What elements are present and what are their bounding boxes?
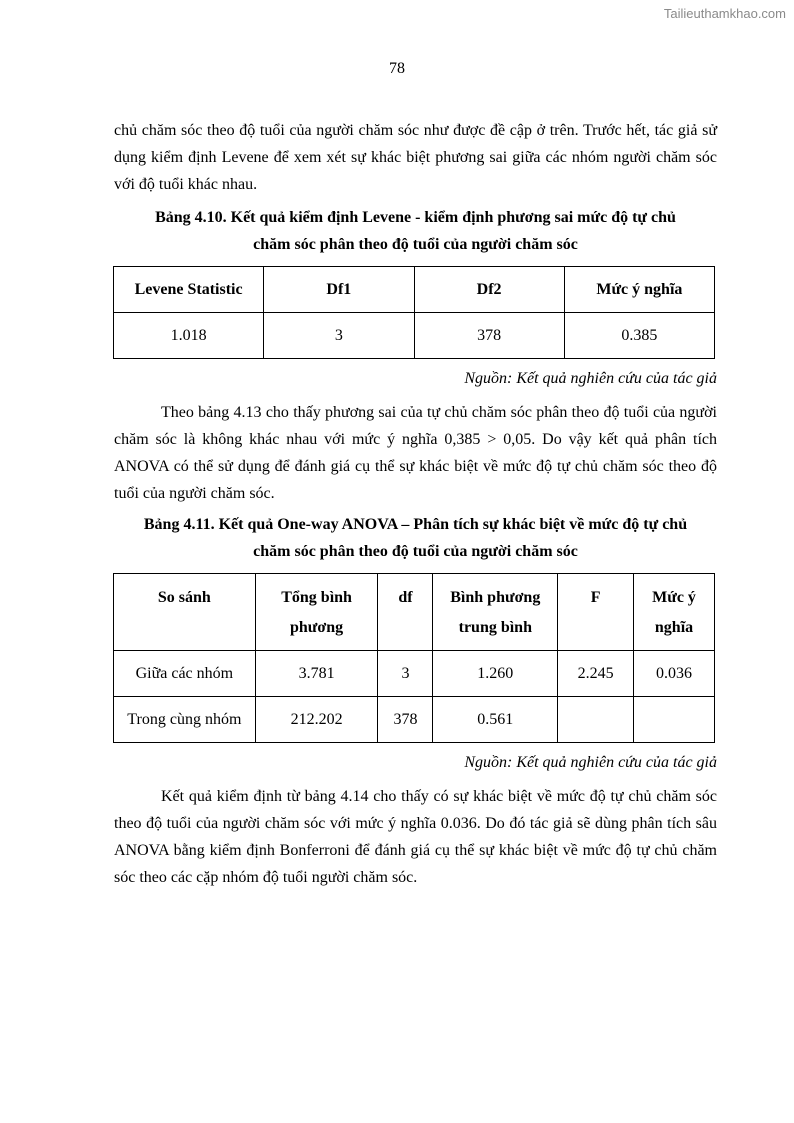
table-cell: 0.385 (564, 313, 714, 359)
table-cell: 3 (264, 313, 414, 359)
header-cell: F (558, 574, 634, 651)
watermark: Tailieuthamkhao.com (663, 6, 786, 21)
header-cell: Mức ý nghĩa (634, 574, 715, 651)
table-cell: 378 (414, 313, 564, 359)
table2-caption-line1: Bảng 4.11. Kết quả One-way ANOVA – Phân tích sự khác biệt về mức độ tự chủ (143, 516, 688, 533)
table-cell: 378 (378, 697, 433, 743)
anova-table (113, 573, 715, 743)
table-header-row (114, 267, 715, 313)
header-cell: Df2 (414, 267, 564, 313)
table-row (114, 313, 715, 359)
table-cell: 3.781 (255, 651, 378, 697)
header-cell: Mức ý nghĩa (564, 267, 714, 313)
table-cell: 0.561 (433, 697, 558, 743)
table-cell: 212.202 (255, 697, 378, 743)
table-cell: Giữa các nhóm (114, 651, 256, 697)
table-row (114, 697, 715, 743)
table1-caption-line2: chăm sóc phân theo độ tuổi của người chăm sóc (253, 236, 578, 253)
table-cell: 1.018 (114, 313, 264, 359)
page-number: 78 (389, 60, 405, 77)
table1-source: Nguồn: Kết quả nghiên cứu của tác giả (464, 370, 717, 387)
table1-caption (114, 204, 717, 258)
header-cell: Df1 (264, 267, 414, 313)
table2-caption (114, 511, 717, 565)
header-cell: df (378, 574, 433, 651)
table-cell: 3 (378, 651, 433, 697)
table2-source: Nguồn: Kết quả nghiên cứu của tác giả (464, 754, 717, 771)
header-cell: Levene Statistic (114, 267, 264, 313)
header-cell: So sánh (114, 574, 256, 651)
table1-caption-line1: Bảng 4.10. Kết quả kiểm định Levene - kiểm định phương sai mức độ tự chủ (155, 209, 676, 226)
table-cell: Trong cùng nhóm (114, 697, 256, 743)
paragraph-levene-analysis: Theo bảng 4.13 cho thấy phương sai của tự chủ chăm sóc phân theo độ tuổi của người chăm sóc là không khác nhau với mức ý nghĩa 0,385 > 0,05. Do vậy kết quả phân tích ANOVA có thể sử dụng để đánh giá cụ thể sự khác biệt về mức độ tự chủ chăm sóc theo độ tuổi của người chăm sóc. (114, 404, 717, 502)
header-cell: Bình phương trung bình (433, 574, 558, 651)
table-row (114, 651, 715, 697)
table2-caption-line2: chăm sóc phân theo độ tuổi của người chăm sóc (253, 543, 578, 560)
paragraph-intro: chủ chăm sóc theo độ tuổi của người chăm sóc như được đề cập ở trên. Trước hết, tác giả sử dụng kiểm định Levene để xem xét sự khác biệt phương sai giữa các nhóm người chăm sóc với độ tuổi khác nhau. (114, 122, 717, 193)
table-cell (634, 697, 715, 743)
header-cell: Tổng bình phương (255, 574, 378, 651)
table-cell (558, 697, 634, 743)
paragraph-anova-result: Kết quả kiểm định từ bảng 4.14 cho thấy có sự khác biệt về mức độ tự chủ chăm sóc theo độ tuổi của người chăm sóc với mức ý nghĩa 0.036. Do đó tác giả sẽ dùng phân tích sâu ANOVA bằng kiểm định Bonferroni để đánh giá cụ thể sự khác biệt về mức độ tự chủ chăm sóc theo các cặp nhóm độ tuổi người chăm sóc. (114, 788, 717, 886)
table-cell: 1.260 (433, 651, 558, 697)
table-cell: 2.245 (558, 651, 634, 697)
table-header-row (114, 574, 715, 651)
levene-table (113, 266, 715, 359)
table-cell: 0.036 (634, 651, 715, 697)
